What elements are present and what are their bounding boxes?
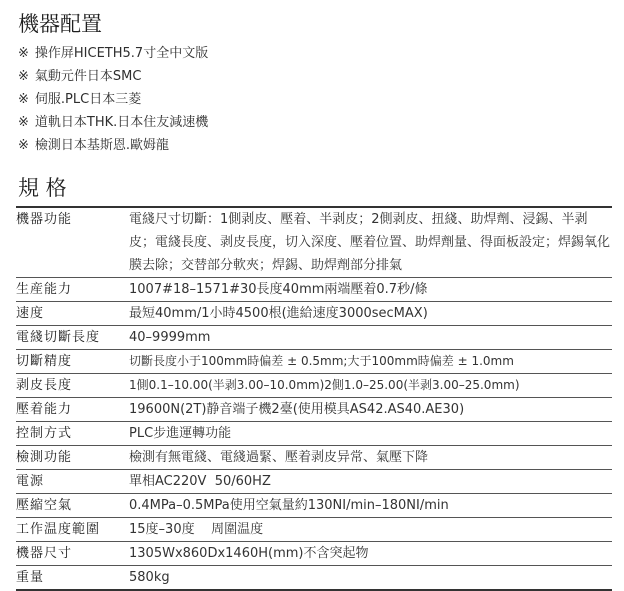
config-item-text: 氣動元件日本SMC <box>34 69 142 84</box>
spec-row <box>16 518 612 542</box>
spec-value: 最短40mm/1小時4500根(進給速度3000secMAX) <box>129 306 428 321</box>
spec-label: 工作温度範圍 <box>16 522 101 537</box>
spec-table <box>16 206 612 591</box>
spec-label: 機器尺寸 <box>16 546 73 561</box>
config-item-text: 道軌日本THK.日本住友減速機 <box>34 115 209 130</box>
spec-label: 切斷精度 <box>16 354 73 369</box>
config-title: 機器配置 <box>18 12 102 36</box>
spec-row <box>16 494 612 518</box>
spec-value: 0.4MPa–0.5MPa使用空氣量約130NI/min–180NI/min <box>129 498 449 513</box>
spec-row <box>16 566 612 591</box>
spec-label: 控制方式 <box>16 426 73 441</box>
config-item-text: 檢測日本基斯恩.歐姆龍 <box>34 138 170 153</box>
spec-value: 1側0.1–10.00(半剥3.00–10.0mm)2側1.0–25.00(半剥3.00–25.0mm) <box>129 378 520 392</box>
config-item <box>18 42 208 65</box>
spec-row <box>16 374 612 398</box>
spec-row <box>16 350 612 374</box>
spec-row <box>16 446 612 470</box>
spec-row <box>16 470 612 494</box>
spec-label: 壓着能力 <box>16 402 73 417</box>
spec-label: 機器功能 <box>16 212 73 227</box>
spec-label: 檢測功能 <box>16 450 73 465</box>
reference-mark: ※ <box>18 46 29 61</box>
spec-label: 電綫切斷長度 <box>16 330 101 345</box>
config-item <box>18 88 208 111</box>
config-item-text: 操作屏HICETH5.7寸全中文版 <box>34 46 209 61</box>
spec-row <box>16 422 612 446</box>
spec-value: 切斷長度小于100mm時偏差 ± 0.5mm;大于100mm時偏差 ± 1.0mm <box>129 354 514 368</box>
config-item <box>18 134 208 157</box>
spec-label: 速度 <box>16 306 45 321</box>
spec-value: 15度–30度 周圍温度 <box>129 522 264 537</box>
reference-mark: ※ <box>18 92 29 107</box>
spec-row <box>16 302 612 326</box>
config-item <box>18 111 208 134</box>
spec-value: 580kg <box>129 570 170 585</box>
config-list <box>18 42 208 157</box>
spec-value: 單相AC220V 50/60HZ <box>129 474 271 489</box>
spec-value: 1305Wx860Dx1460H(mm)不含突起物 <box>129 546 369 561</box>
spec-row <box>16 542 612 566</box>
reference-mark: ※ <box>18 115 29 130</box>
spec-value: 19600N(2T)静音端子機2臺(使用模具AS42.AS40.AE30) <box>129 402 465 417</box>
spec-row <box>16 326 612 350</box>
spec-row <box>16 278 612 302</box>
spec-label: 生産能力 <box>16 282 73 297</box>
config-item-text: 伺服.PLC日本三菱 <box>34 92 142 107</box>
spec-row <box>16 398 612 422</box>
spec-label: 電源 <box>16 474 45 489</box>
reference-mark: ※ <box>18 69 29 84</box>
spec-value: 1007#18–1571#30長度40mm兩端壓着0.7秒/條 <box>129 282 428 297</box>
spec-row <box>16 207 612 278</box>
spec-value: 電綫尺寸切斷：1側剥皮、壓着、半剥皮；2側剥皮、扭綫、助焊劑、浸錫、半剥皮；電綫長度、剥皮長度，切入深度、壓着位置、助焊劑量、得面板設定；焊錫氧化膜去除；交替部分軟夾；焊錫、助焊劑部分排氣 <box>129 212 611 273</box>
config-item <box>18 65 208 88</box>
specs-title: 規 格 <box>18 176 67 200</box>
reference-mark: ※ <box>18 138 29 153</box>
spec-label: 重量 <box>16 570 45 585</box>
spec-value: 檢測有無電綫、電綫過緊、壓着剥皮异常、氣壓下降 <box>129 450 429 465</box>
spec-label: 剥皮長度 <box>16 378 73 393</box>
spec-label: 壓縮空氣 <box>16 498 73 513</box>
spec-value: PLC步進運轉功能 <box>129 426 232 441</box>
spec-value: 40–9999mm <box>129 330 211 345</box>
